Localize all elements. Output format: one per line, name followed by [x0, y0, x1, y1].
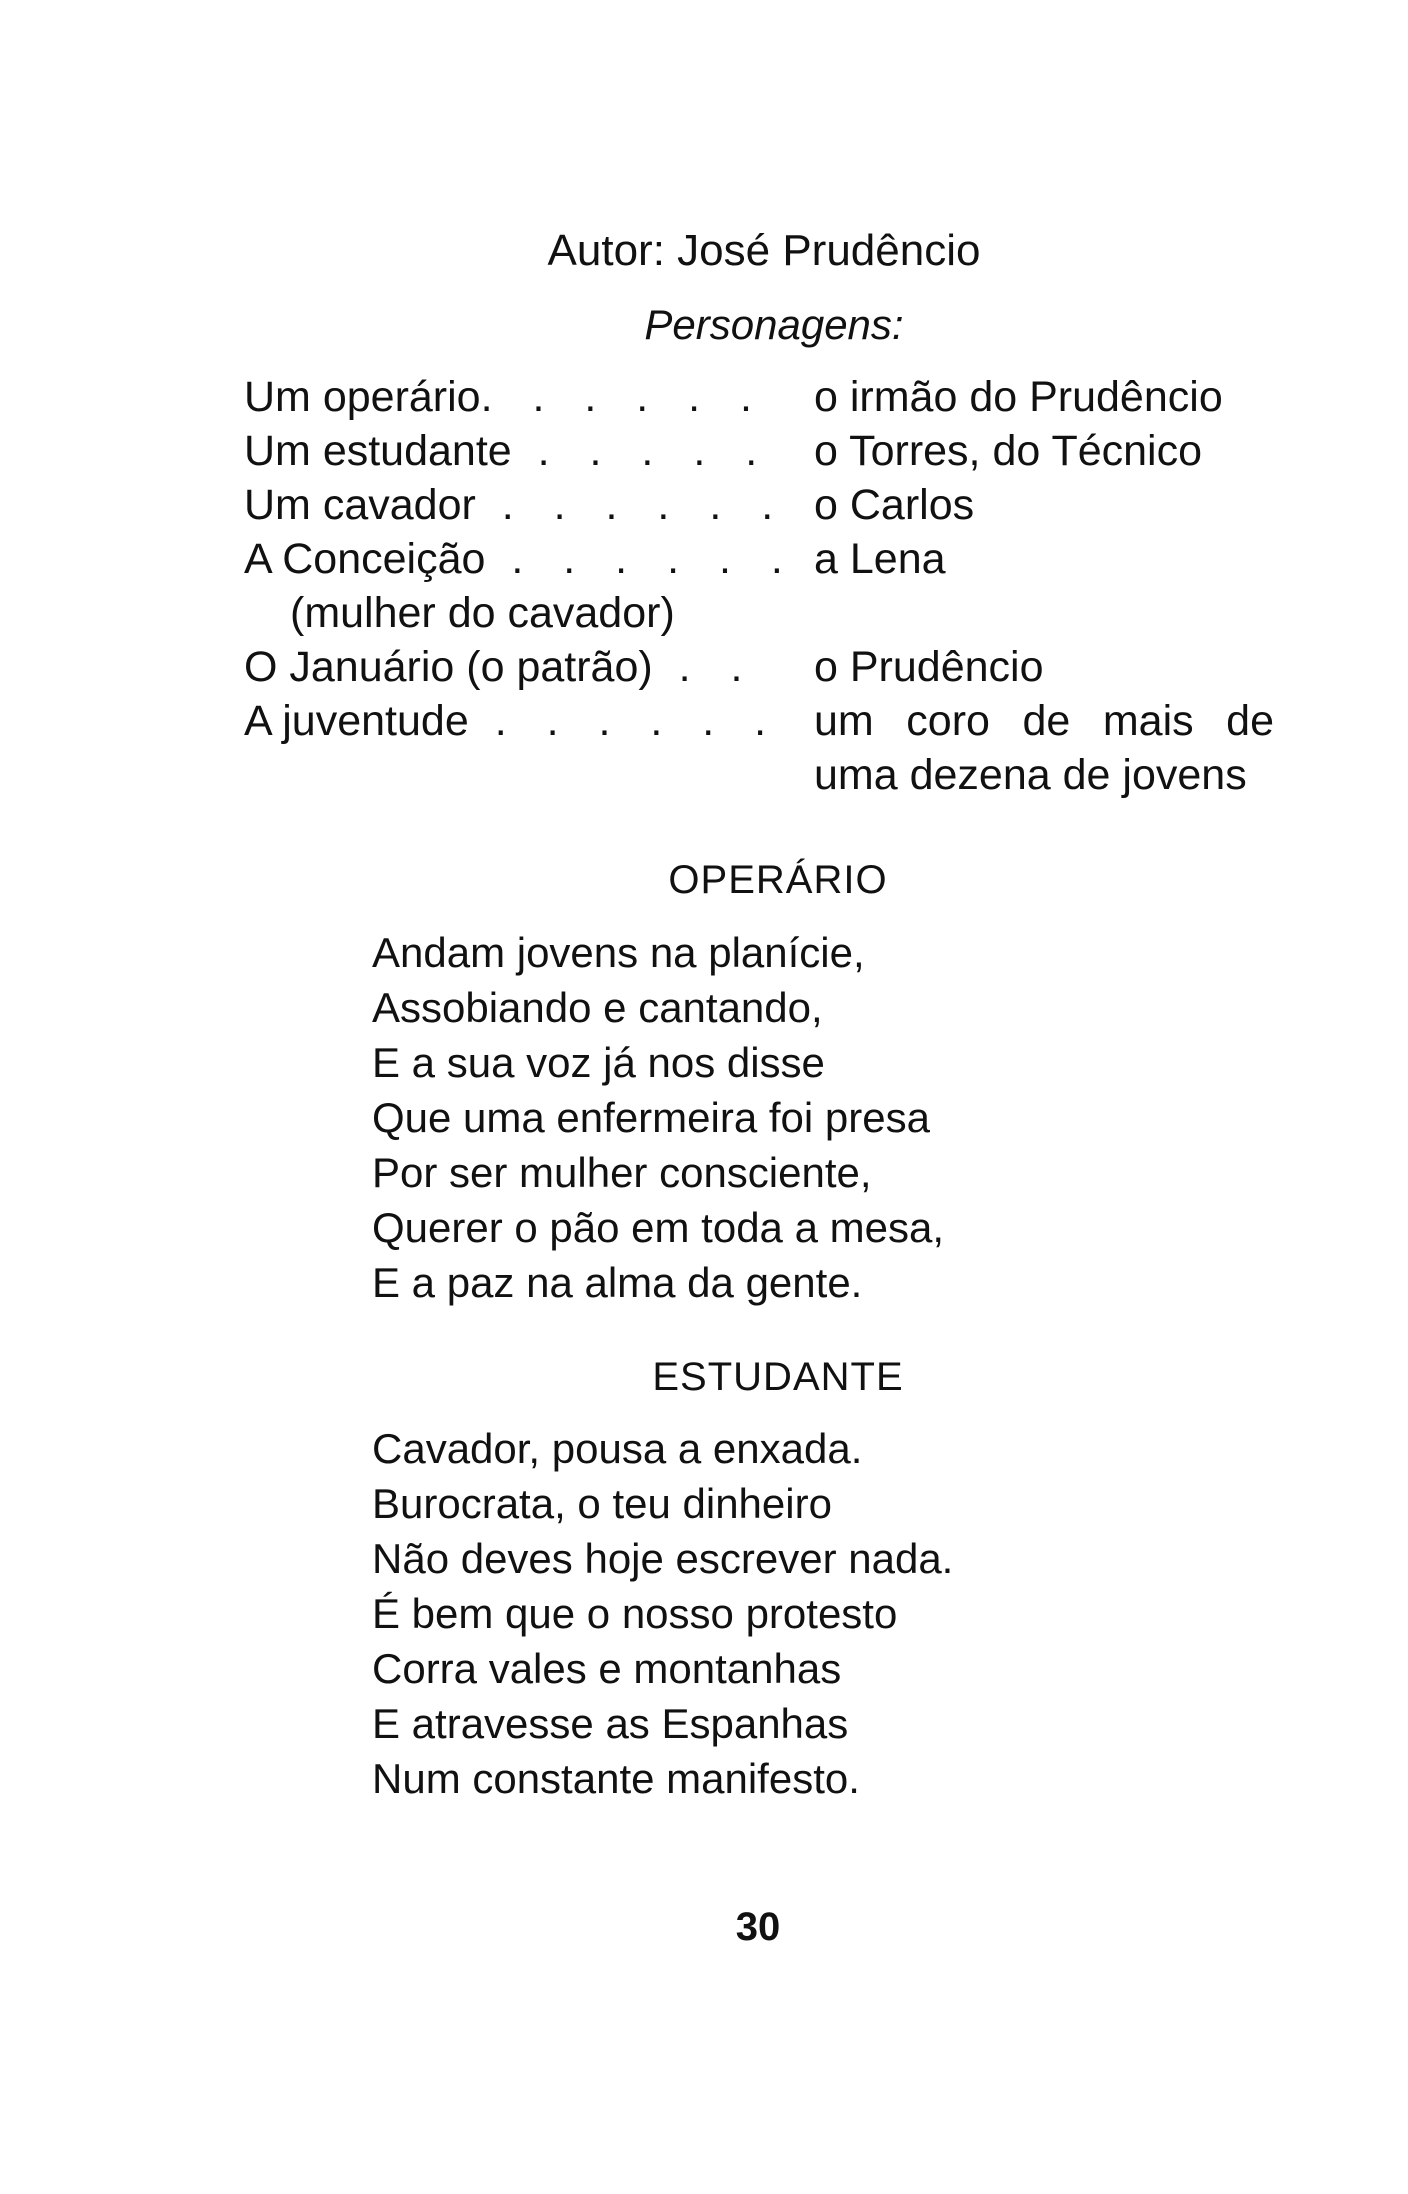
verse-line: E atravesse as Espanhas	[372, 1700, 849, 1747]
leader-dots: . .	[652, 643, 757, 691]
verse-line: Querer o pão em toda a mesa,	[372, 1204, 944, 1251]
verse-line: Não deves hoje escrever nada.	[372, 1535, 954, 1582]
page-number: 30	[735, 1905, 781, 1949]
cast-actor: o Prudêncio	[814, 643, 1044, 691]
verse-line: Corra vales e montanhas	[372, 1645, 842, 1692]
cast-role-note: (mulher do cavador)	[290, 589, 675, 637]
leader-dots: . . . . . .	[480, 373, 767, 421]
leader-dots: . . . . . .	[475, 481, 788, 529]
cast-role: O Januário (o patrão)	[244, 643, 653, 691]
cast-actor: o irmão do Prudêncio	[814, 373, 1223, 421]
cast-actor: o Carlos	[814, 481, 975, 529]
cast-row	[244, 478, 1274, 532]
verse-line: Assobiando e cantando,	[372, 984, 823, 1031]
cast-row	[244, 640, 1274, 694]
verse-line: Andam jovens na planície,	[372, 929, 865, 976]
cast-role: A juventude	[244, 697, 469, 745]
verse-line: Burocrata, o teu dinheiro	[372, 1480, 832, 1527]
leader-dots: . . . . .	[511, 427, 772, 475]
cast-list	[244, 370, 1274, 802]
cast-row	[244, 694, 1274, 748]
cast-row	[244, 748, 1274, 802]
verse-line: Num constante manifesto.	[372, 1755, 860, 1802]
section-title-operario: OPERÁRIO	[668, 858, 888, 902]
verse-line: Cavador, pousa a enxada.	[372, 1425, 863, 1472]
cast-actor: a Lena	[814, 535, 946, 583]
cast-role: Um operário	[244, 373, 481, 421]
cast-role: Um cavador	[244, 481, 476, 529]
verse-line: E a sua voz já nos disse	[372, 1039, 825, 1086]
author-line: Autor: José Prudêncio	[547, 226, 981, 275]
section-title-estudante: ESTUDANTE	[652, 1355, 904, 1399]
verse-line: Que uma enfermeira foi presa	[372, 1094, 930, 1141]
verse-line: É bem que o nosso protesto	[372, 1590, 898, 1637]
verse-operario	[372, 925, 1072, 1310]
characters-heading: Personagens:	[644, 301, 904, 348]
cast-row	[244, 370, 1274, 424]
cast-row	[244, 532, 1274, 586]
cast-actor: uma dezena de jovens	[814, 751, 1247, 799]
verse-line: E a paz na alma da gente.	[372, 1259, 863, 1306]
cast-role: A Conceição	[244, 535, 486, 583]
cast-role: Um estudante	[244, 427, 512, 475]
cast-actor: um coro de mais de	[814, 697, 1274, 745]
leader-dots: . . . . . .	[485, 535, 797, 583]
cast-row	[244, 424, 1274, 478]
leader-dots: . . . . . .	[468, 697, 781, 745]
cast-actor: o Torres, do Técnico	[814, 427, 1203, 475]
verse-line: Por ser mulher consciente,	[372, 1149, 872, 1196]
cast-row	[244, 586, 1274, 640]
verse-estudante	[372, 1421, 1072, 1806]
